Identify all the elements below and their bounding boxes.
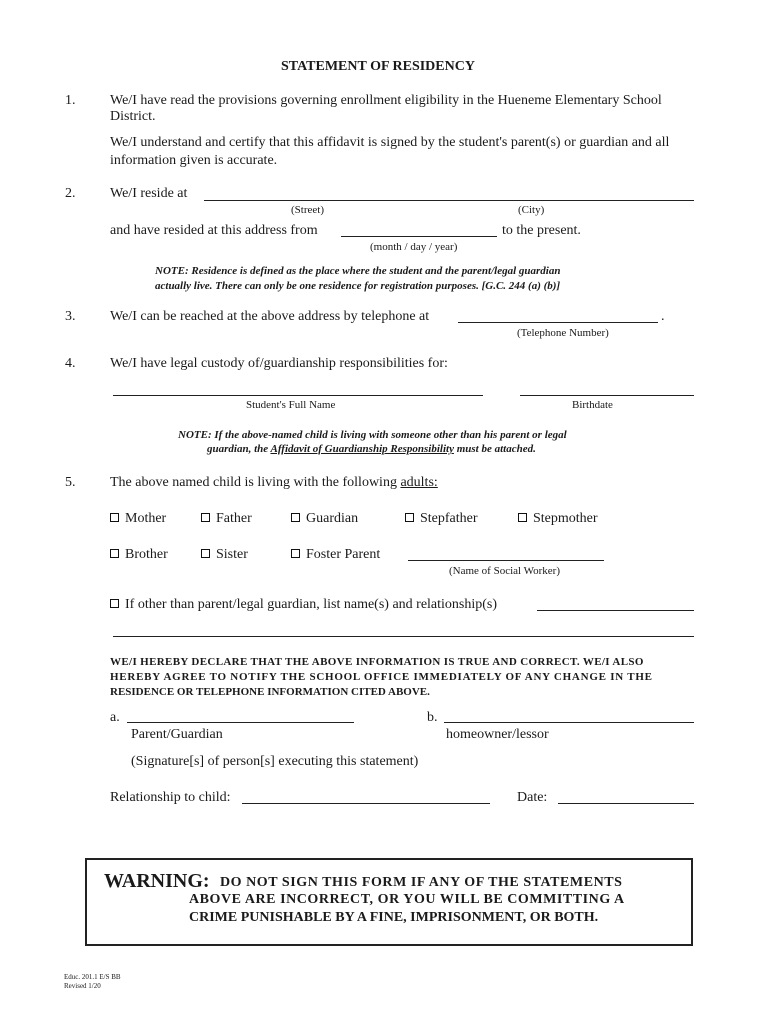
item-number: 2. xyxy=(65,186,76,201)
revision-date: Revised 1/20 xyxy=(64,982,101,990)
address-field[interactable] xyxy=(204,200,694,201)
social-worker-field[interactable] xyxy=(408,560,604,561)
option-brother[interactable] xyxy=(110,547,168,563)
checkbox[interactable] xyxy=(518,513,527,522)
birthdate-caption: Birthdate xyxy=(572,399,613,411)
item-number: 3. xyxy=(65,309,76,324)
city-caption: (City) xyxy=(518,204,545,216)
resided-label: and have resided at this address from xyxy=(110,223,318,238)
phone-period: . xyxy=(661,309,665,324)
page-title: STATEMENT OF RESIDENCY xyxy=(281,59,475,74)
option-label: Guardian xyxy=(306,511,359,526)
checkbox[interactable] xyxy=(201,513,210,522)
option-label: Brother xyxy=(125,547,168,562)
option-label: Mother xyxy=(125,511,167,526)
phone-label: We/I can be reached at the above address by telephone at xyxy=(110,309,430,324)
option-guardian[interactable] xyxy=(291,511,358,527)
date-field[interactable] xyxy=(558,803,694,804)
reside-label: We/I reside at xyxy=(110,186,188,201)
homeowner-signature-field[interactable] xyxy=(444,722,694,723)
street-caption: (Street) xyxy=(291,204,324,216)
phone-caption: (Telephone Number) xyxy=(517,327,609,339)
relationship-label: Relationship to child: xyxy=(110,790,231,805)
relationship-field[interactable] xyxy=(242,803,490,804)
option-foster-parent[interactable] xyxy=(291,547,380,563)
guardianship-note: NOTE: If the above-named child is living with someone other than his parent or legal xyxy=(178,429,567,441)
option-label: Foster Parent xyxy=(306,547,381,562)
homeowner-caption: homeowner/lessor xyxy=(446,727,549,742)
warning-text: CRIME PUNISHABLE BY A FINE, IMPRISONMENT, OR BOTH. xyxy=(189,910,599,925)
form-code: Educ. 201.1 E/S BB xyxy=(64,973,121,981)
checkbox[interactable] xyxy=(201,549,210,558)
option-father[interactable] xyxy=(201,511,252,527)
warning-heading: WARNING: xyxy=(104,870,210,892)
option-sister[interactable] xyxy=(201,547,248,563)
signature-note: (Signature[s] of person[s] executing this statement) xyxy=(131,754,419,769)
parent-signature-field[interactable] xyxy=(127,722,354,723)
checkbox[interactable] xyxy=(291,513,300,522)
other-relationship-field-2[interactable] xyxy=(113,636,694,637)
checkbox[interactable] xyxy=(110,549,119,558)
item-number: 4. xyxy=(65,356,76,371)
other-relationship-field[interactable] xyxy=(537,610,694,611)
custody-label: We/I have legal custody of/guardianship responsibilities for: xyxy=(110,356,448,371)
option-label: Sister xyxy=(216,547,248,562)
signature-b-label: b. xyxy=(427,710,438,725)
phone-field[interactable] xyxy=(458,322,658,323)
option-other[interactable] xyxy=(110,597,497,613)
date-label: Date: xyxy=(517,790,548,805)
item-text: We/I have read the provisions governing enrollment eligibility in the Hueneme Elementary School xyxy=(110,93,662,108)
option-stepfather[interactable] xyxy=(405,511,478,527)
option-stepmother[interactable] xyxy=(518,511,598,527)
present-label: to the present. xyxy=(502,223,581,238)
warning-text: DO NOT SIGN THIS FORM IF ANY OF THE STATEMENTS xyxy=(220,875,623,890)
option-label: If other than parent/legal guardian, list name(s) and relationship(s) xyxy=(125,597,498,612)
residence-note: actually live. There can only be one residence for registration purposes. [G.C. 244 (a) (b)] xyxy=(155,280,561,292)
note-text: must be attached. xyxy=(453,443,536,455)
item-number: 5. xyxy=(65,475,76,490)
option-mother[interactable] xyxy=(110,511,166,527)
checkbox[interactable] xyxy=(405,513,414,522)
warning-text: ABOVE ARE INCORRECT, OR YOU WILL BE COMMITTING A xyxy=(189,892,625,907)
checkbox[interactable] xyxy=(110,513,119,522)
residence-note: NOTE: Residence is defined as the place where the student and the parent/legal guardian xyxy=(155,265,561,277)
student-name-caption: Student's Full Name xyxy=(246,399,336,411)
declaration-text: HEREBY AGREE TO NOTIFY THE SCHOOL OFFICE IMMEDIATELY OF ANY CHANGE IN THE xyxy=(110,671,653,683)
parent-guardian-caption: Parent/Guardian xyxy=(131,727,223,742)
item-text: We/I understand and certify that this affidavit is signed by the student's parent(s) or guardian and all xyxy=(110,135,670,150)
resided-date-field[interactable] xyxy=(341,236,497,237)
item-text: information given is accurate. xyxy=(110,153,278,168)
option-label: Father xyxy=(216,511,252,526)
checkbox[interactable] xyxy=(291,549,300,558)
option-label: Stepfather xyxy=(420,511,478,526)
birthdate-field[interactable] xyxy=(520,395,694,396)
date-caption: (month / day / year) xyxy=(370,241,458,253)
signature-a-label: a. xyxy=(110,710,120,725)
adults-label xyxy=(110,475,438,491)
student-name-field[interactable] xyxy=(113,395,483,396)
guardianship-note xyxy=(207,443,536,455)
affidavit-link: Affidavit of Guardianship Responsibility xyxy=(270,443,454,455)
option-label: Stepmother xyxy=(533,511,598,526)
item-text: District. xyxy=(110,109,156,124)
social-worker-caption: (Name of Social Worker) xyxy=(449,565,561,577)
item-number: 1. xyxy=(65,93,76,108)
declaration-text: RESIDENCE OR TELEPHONE INFORMATION CITED ABOVE. xyxy=(110,686,430,698)
declaration-text: WE/I HEREBY DECLARE THAT THE ABOVE INFORMATION IS TRUE AND CORRECT. WE/I ALSO xyxy=(110,656,644,668)
adults-text-underlined: adults: xyxy=(400,475,438,490)
note-text: guardian, the xyxy=(207,443,271,455)
adults-text: The above named child is living with the following xyxy=(110,475,401,490)
checkbox[interactable] xyxy=(110,599,119,608)
